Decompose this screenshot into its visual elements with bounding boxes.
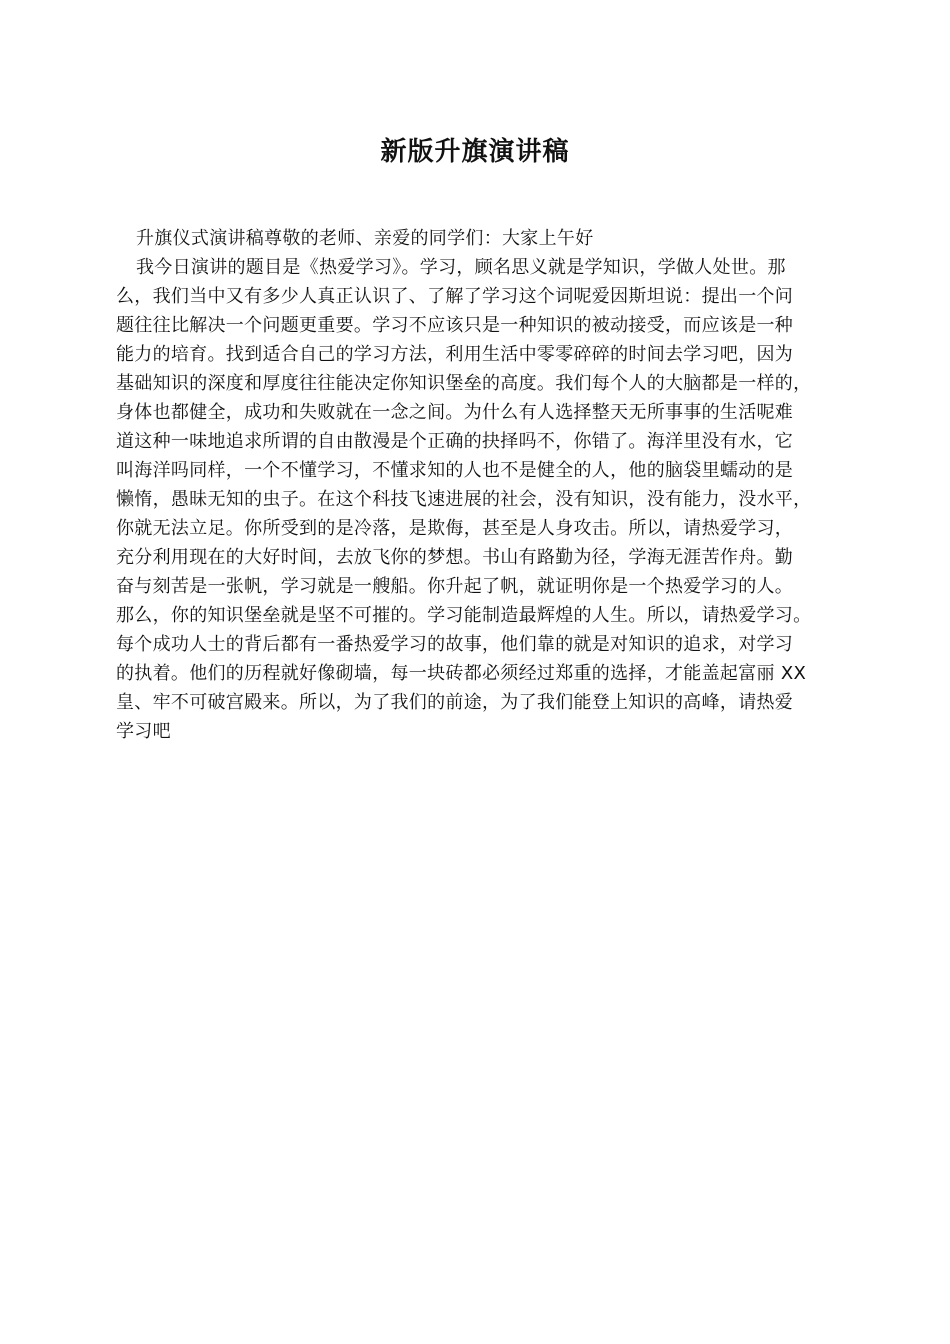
paragraph-line: 皇、牢不可破宫殿来。所以，为了我们的前途，为了我们能登上知识的高峰，请热爱 xyxy=(116,692,794,713)
paragraph-line: 么，我们当中又有多少人真正认识了、了解了学习这个词呢爱因斯坦说：提出一个问 xyxy=(116,286,794,307)
paragraph-line: 叫海洋吗同样，一个不懂学习，不懂求知的人也不是健全的人，他的脑袋里蠕动的是 xyxy=(116,460,794,481)
paragraph-line: 身体也都健全，成功和失败就在一念之间。为什么有人选择整天无所事事的生活呢难 xyxy=(116,402,794,423)
paragraph-line: 题往往比解决一个问题更重要。学习不应该只是一种知识的被动接受，而应该是一种 xyxy=(116,315,794,336)
paragraph-line: 能力的培育。找到适合自己的学习方法，利用生活中零零碎碎的时间去学习吧，因为 xyxy=(116,344,794,365)
paragraph-line: 道这种一味地追求所谓的自由散漫是个正确的抉择吗不，你错了。海洋里没有水，它 xyxy=(116,431,794,452)
paragraph-line: 每个成功人士的背后都有一番热爱学习的故事，他们靠的就是对知识的追求，对学习 xyxy=(116,634,794,655)
paragraph-line: 你就无法立足。你所受到的是冷落，是欺侮，甚至是人身攻击。所以，请热爱学习， xyxy=(116,518,794,539)
paragraph-line: 那么，你的知识堡垒就是坚不可摧的。学习能制造最辉煌的人生。所以，请热爱学习。 xyxy=(116,605,812,626)
paragraph-line: 基础知识的深度和厚度往往能决定你知识堡垒的高度。我们每个人的大脑都是一样的， xyxy=(116,373,812,394)
paragraph-line: 充分利用现在的大好时间，去放飞你的梦想。书山有路勤为径，学海无涯苦作舟。勤 xyxy=(116,547,794,568)
greeting-line: 升旗仪式演讲稿尊敬的老师、亲爱的同学们：大家上午好 xyxy=(136,228,594,249)
paragraph-line: 学习吧 xyxy=(116,721,171,742)
paragraph-line: 的执着。他们的历程就好像砌墙，每一块砖都必须经过郑重的选择，才能盖起富丽 XX xyxy=(116,663,807,684)
paragraph-line: 奋与刻苦是一张帆，学习就是一艘船。你升起了帆，就证明你是一个热爱学习的人。 xyxy=(116,576,794,597)
document-body xyxy=(116,224,848,746)
document-title: 新版升旗演讲稿 xyxy=(380,137,570,167)
paragraph-line: 我今日演讲的题目是《热爱学习》。学习，顾名思义就是学知识，学做人处世。那 xyxy=(136,257,786,278)
paragraph-line: 懒惰，愚昧无知的虫子。在这个科技飞速进展的社会，没有知识，没有能力，没水平， xyxy=(116,489,812,510)
